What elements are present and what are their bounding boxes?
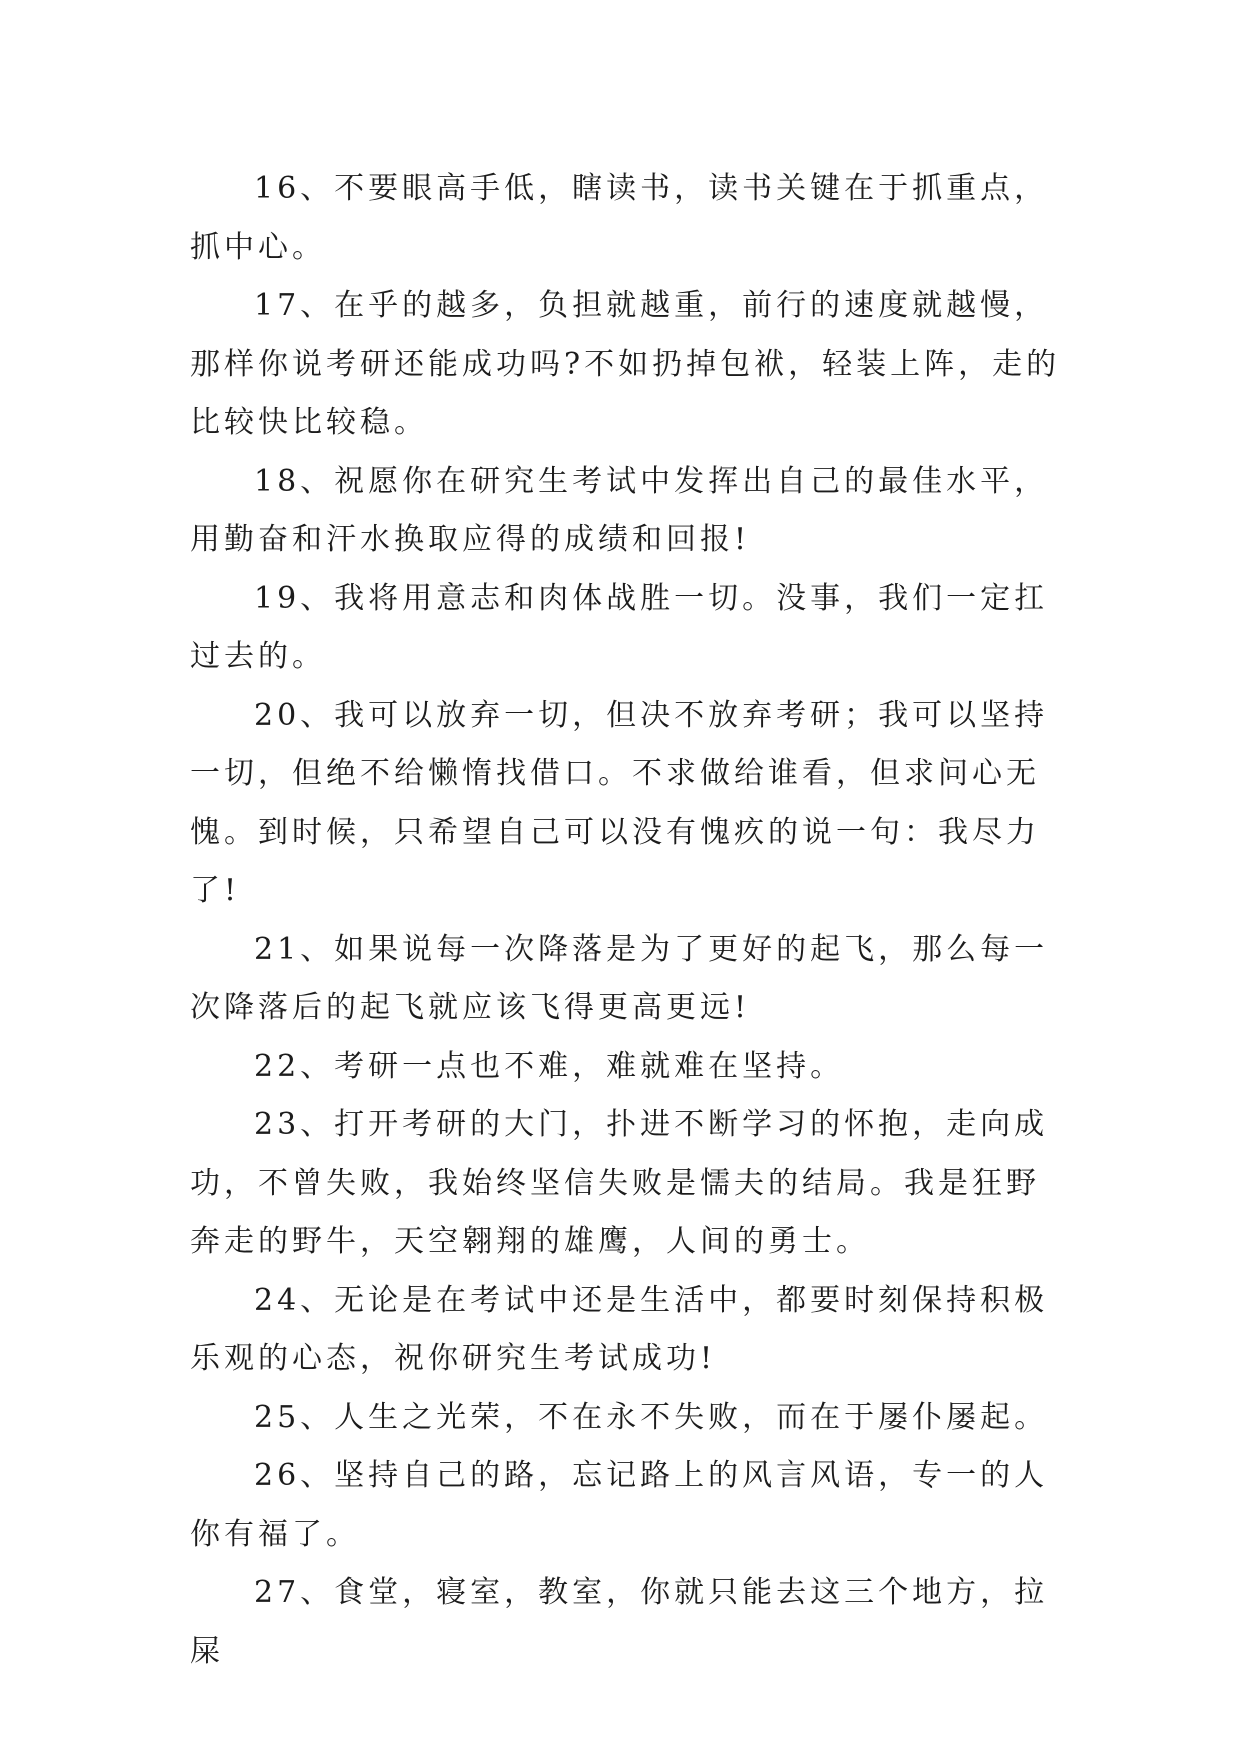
paragraph-21: 21、如果说每一次降落是为了更好的起飞，那么每一次降落后的起飞就应该飞得更高更远! (190, 931, 1049, 1025)
paragraph-24: 24、无论是在考试中还是生活中，都要时刻保持积极乐观的心态，祝你研究生考试成功! (190, 1282, 1049, 1376)
paragraph-26: 26、坚持自己的路，忘记路上的风言风语，专一的人你有福了。 (190, 1458, 1049, 1552)
paragraph-22: 22、考研一点也不难，难就难在坚持。 (254, 1048, 845, 1084)
paragraph-16: 16、不要眼高手低，瞎读书，读书关键在于抓重点，抓中心。 (190, 171, 1049, 265)
paragraph-17: 17、在乎的越多，负担就越重，前行的速度就越慢，那样你说考研还能成功吗?不如扔掉包袱，轻装上阵，走的比较快比较稳。 (190, 288, 1061, 440)
document-body (190, 160, 1070, 1681)
paragraph-25: 25、人生之光荣，不在永不失败，而在于屡仆屡起。 (254, 1399, 1049, 1435)
paragraph-23: 23、打开考研的大门，扑进不断学习的怀抱，走向成功，不曾失败，我始终坚信失败是懦夫的结局。我是狂野奔走的野牛，天空翱翔的雄鹰，人间的勇士。 (190, 1107, 1049, 1259)
paragraph-27: 27、食堂，寝室，教室，你就只能去这三个地方，拉屎 (190, 1575, 1049, 1669)
paragraph-18: 18、祝愿你在研究生考试中发挥出自己的最佳水平，用勤奋和汗水换取应得的成绩和回报! (190, 463, 1049, 557)
paragraph-20: 20、我可以放弃一切，但决不放弃考研；我可以坚持一切，但绝不给懒惰找借口。不求做给谁看，但求问心无愧。到时候，只希望自己可以没有愧疚的说一句：我尽力了! (190, 697, 1049, 908)
paragraph-19: 19、我将用意志和肉体战胜一切。没事，我们一定扛过去的。 (190, 580, 1049, 674)
